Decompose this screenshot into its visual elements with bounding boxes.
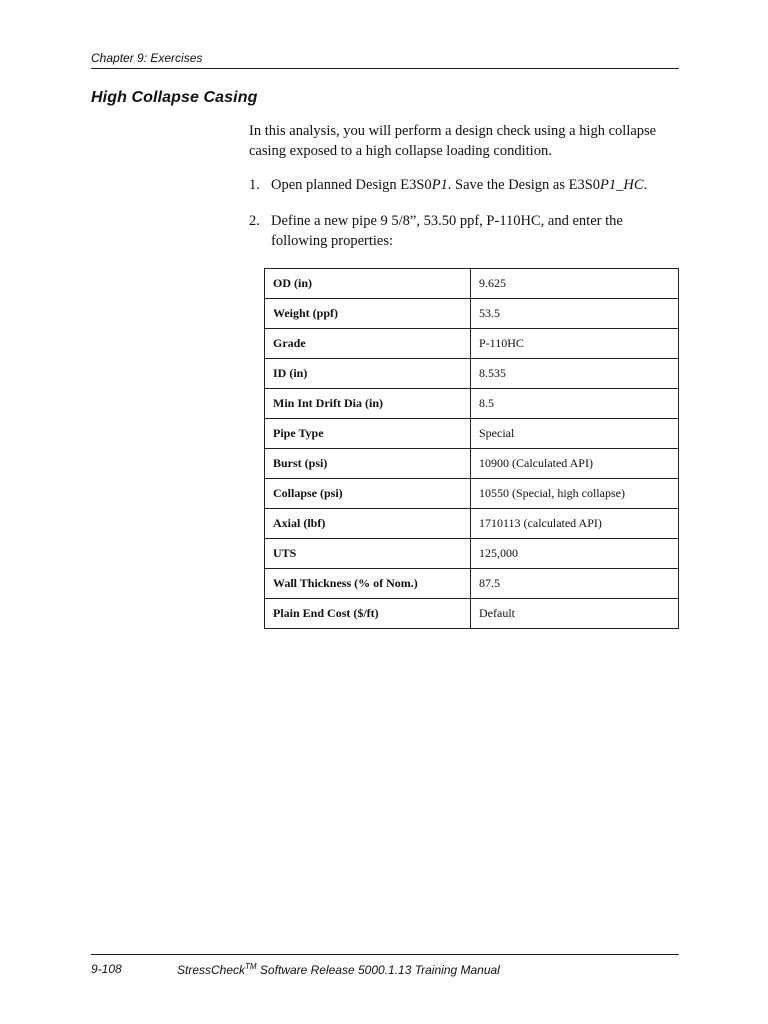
table-row — [265, 449, 679, 479]
property-label: OD (in) — [265, 269, 471, 299]
design-name-italic: P1 — [431, 177, 448, 193]
footer-title — [177, 962, 500, 977]
property-value: 53.5 — [471, 299, 679, 329]
property-label: UTS — [265, 539, 471, 569]
property-label: Burst (psi) — [265, 449, 471, 479]
page-number: 9-108 — [91, 962, 122, 976]
property-label: Wall Thickness (% of Nom.) — [265, 569, 471, 599]
property-value: 10900 (Calculated API) — [471, 449, 679, 479]
trademark-mark: TM — [245, 962, 257, 971]
intro-paragraph: In this analysis, you will perform a design check using a high collapse casing exposed to a high collapse loading condition. — [249, 123, 657, 159]
step-number: 1. — [249, 177, 260, 193]
property-value: 10550 (Special, high collapse) — [471, 479, 679, 509]
table-row — [265, 509, 679, 539]
header-rule — [91, 68, 679, 69]
step-text-part: Open planned Design E3S0 — [271, 177, 432, 193]
property-value: Default — [471, 599, 679, 629]
section-title: High Collapse Casing — [91, 89, 258, 106]
step-text-part: . Save the Design as E3S0 — [447, 177, 601, 193]
step-text-part: . — [643, 177, 648, 193]
product-name: StressCheck — [177, 963, 246, 977]
table-row — [265, 599, 679, 629]
design-name-italic: P1_HC — [600, 177, 644, 193]
property-value: 125,000 — [471, 539, 679, 569]
property-value: P-110HC — [471, 329, 679, 359]
table-row — [265, 479, 679, 509]
table-row — [265, 539, 679, 569]
footer-title-rest: Software Release 5000.1.13 Training Manual — [256, 963, 500, 977]
property-value: 9.625 — [471, 269, 679, 299]
table-row — [265, 419, 679, 449]
step-text — [271, 176, 671, 196]
running-header: Chapter 9: Exercises — [91, 51, 203, 65]
property-label: Min Int Drift Dia (in) — [265, 389, 471, 419]
step-number: 2. — [249, 213, 260, 229]
property-label: Plain End Cost ($/ft) — [265, 599, 471, 629]
table-row — [265, 389, 679, 419]
step-text: Define a new pipe 9 5/8”, 53.50 ppf, P-110HC, and enter the following properties: — [271, 213, 623, 249]
property-label: Axial (lbf) — [265, 509, 471, 539]
property-value: Special — [471, 419, 679, 449]
property-label: ID (in) — [265, 359, 471, 389]
table-row — [265, 569, 679, 599]
property-label: Collapse (psi) — [265, 479, 471, 509]
property-value: 87.5 — [471, 569, 679, 599]
table-row — [265, 359, 679, 389]
property-label: Grade — [265, 329, 471, 359]
footer-rule — [91, 954, 679, 955]
table-row — [265, 269, 679, 299]
pipe-properties-table — [264, 268, 679, 629]
property-label: Weight (ppf) — [265, 299, 471, 329]
property-label: Pipe Type — [265, 419, 471, 449]
property-value: 8.535 — [471, 359, 679, 389]
property-value: 8.5 — [471, 389, 679, 419]
table-row — [265, 299, 679, 329]
table-row — [265, 329, 679, 359]
property-value: 1710113 (calculated API) — [471, 509, 679, 539]
